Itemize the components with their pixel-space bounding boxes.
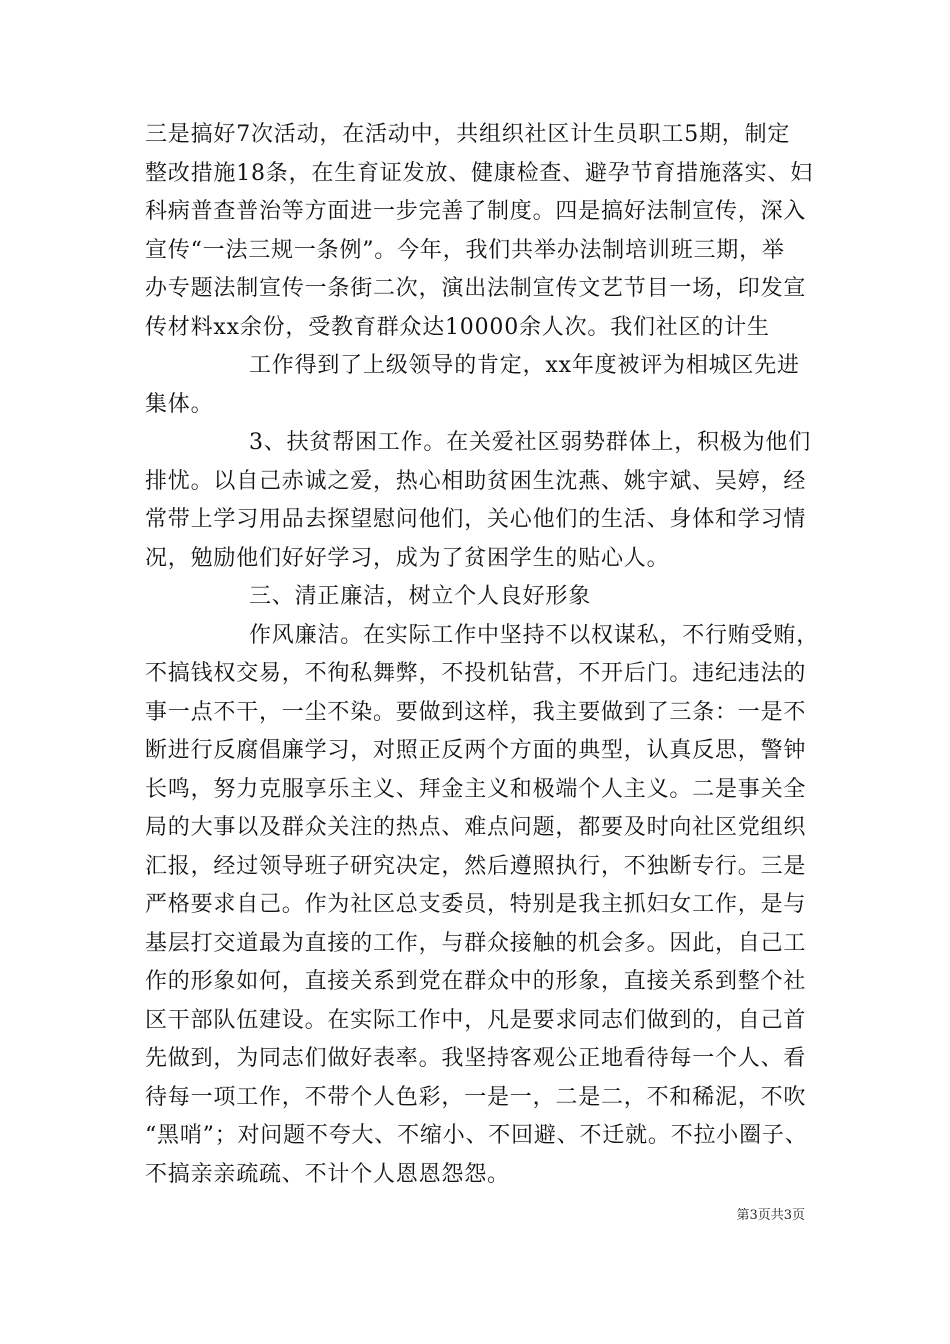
text-line: 整改措施18条，在生育证发放、健康检查、避孕节育措施落实、妇 <box>145 160 813 186</box>
text-line: 作的形象如何，直接关系到党在群众中的形象，直接关系到整个社 <box>145 969 807 994</box>
text-line: 况，勉励他们好好学习，成为了贫困学生的贴心人。 <box>145 545 670 571</box>
text-line: 三是搞好7次活动，在活动中，共组织社区计生员职工5期，制定 <box>145 122 791 147</box>
text-line: 汇报，经过领导班子研究决定，然后遵照执行，不独断专行。三是 <box>145 853 807 879</box>
text-line: 不搞亲亲疏疏、不计个人恩恩怨怨。 <box>145 1161 510 1187</box>
text-line: 传材料xx余份，受教育群众达10000余人次。我们社区的计生 <box>145 314 770 340</box>
section-heading: 三、清正廉洁，树立个人良好形象 <box>249 584 592 609</box>
text-line: 局的大事以及群众关注的热点、难点问题，都要及时向社区党组织 <box>145 815 807 840</box>
text-line: 不搞钱权交易，不徇私舞弊，不投机钻营，不开后门。违纪违法的 <box>145 661 807 686</box>
text-line: 集体。 <box>145 391 214 417</box>
text-line: 断进行反腐倡廉学习，对照正反两个方面的典型，认真反思，警钟 <box>145 738 807 763</box>
page-number-footer: 第3页共3页 <box>736 1208 805 1223</box>
text-line: 宣传“一法三规一条例”。今年，我们共举办法制培训班三期，举 <box>145 237 785 263</box>
text-line: 基层打交道最为直接的工作，与群众接触的机会多。因此，自己工 <box>145 930 807 956</box>
text-line: 常带上学习用品去探望慰问他们，关心他们的生活、身体和学习情 <box>145 507 807 532</box>
text-line: “黑哨”；对问题不夸大、不缩小、不回避、不迁就。不拉小圈子、 <box>145 1123 808 1148</box>
text-line: 先做到，为同志们做好表率。我坚持客观公正地看待每一个人、看 <box>145 1046 807 1071</box>
text-line: 待每一项工作，不带个人色彩，一是一，二是二，不和稀泥，不吹 <box>145 1084 807 1110</box>
text-line: 办专题法制宣传一条街二次，演出法制宣传文艺节目一场，印发宣 <box>145 276 807 301</box>
text-line: 长鸣，努力克服享乐主义、拜金主义和极端个人主义。二是事关全 <box>145 776 807 802</box>
text-line: 区干部队伍建设。在实际工作中，凡是要求同志们做到的，自己首 <box>145 1007 807 1033</box>
document-body <box>145 116 820 1194</box>
text-line: 科病普查普治等方面进一步完善了制度。四是搞好法制宣传，深入 <box>145 199 807 224</box>
text-line: 工作得到了上级领导的肯定，xx年度被评为相城区先进 <box>249 353 800 378</box>
section-heading: 3、扶贫帮困工作。在关爱社区弱势群体上，积极为他们 <box>249 430 811 455</box>
text-line: 作风廉洁。在实际工作中坚持不以权谋私，不行贿受贿， <box>249 622 820 648</box>
text-line: 严格要求自己。作为社区总支委员，特别是我主抓妇女工作，是与 <box>145 892 807 917</box>
text-line: 事一点不干，一尘不染。要做到这样，我主要做到了三条：一是不 <box>145 699 807 725</box>
text-line: 排忧。以自己赤诚之爱，热心相助贫困生沈燕、姚宇斌、吴婷，经 <box>145 468 807 494</box>
